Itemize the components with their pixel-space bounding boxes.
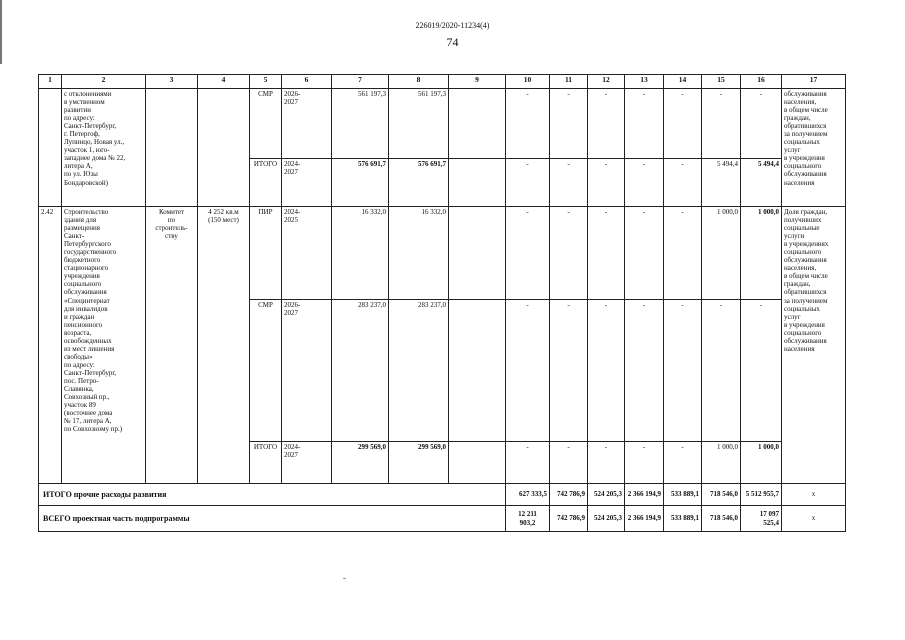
capacity-cell [198,89,250,207]
value-cell: - [702,300,741,442]
object-name: Строительство здания для размещения Санкт- Петербургского государственного бюджетного стационарного учреждения социального обслуживания «Специнтернат для инвалидов и граждан пенсионного возраста, освобожденных из мест лишения свободы» по адресу: Санкт-Петербург, пос. Петро- Славянка, Совхозный пр., участок 89 (восточнее дома № 17, литера А, по Совхозному пр.) [62,207,146,484]
value-cell: 16 332,0 [332,207,389,300]
value-cell [449,442,506,484]
col-number: 17 [782,75,846,89]
total-value: 718 546,0 [702,484,741,506]
value-cell: - [664,207,702,300]
stage-cell: СМР [250,300,282,442]
col-number: 9 [449,75,506,89]
col-number: 2 [62,75,146,89]
value-cell [449,207,506,300]
col-number: 7 [332,75,389,89]
table-row [39,207,846,300]
executor-cell: Комитет по строитель- ству [146,207,198,484]
value-cell: 5 494,4 [702,159,741,207]
indicator-cell: обслуживания населения, в общем числе граждан, обратившихся за получением социальных услуг в учреждения социального обслуживания населения [782,89,846,207]
value-cell: 1 000,0 [741,207,782,300]
value-cell: - [625,207,664,300]
value-cell [449,89,506,159]
total-value: 742 786,9 [550,484,588,506]
value-cell: - [588,89,625,159]
indicator-cell: Доля граждан, получивших социальные услуги в учреждениях социального обслуживания населения, в общем числе граждан, обратившихся за получением социальных услуг в учреждения социального обслуживания населения [782,207,846,484]
col-number: 10 [506,75,550,89]
period-cell: 2024- 2025 [282,207,332,300]
total-value: 524 205,3 [588,484,625,506]
value-cell: 576 691,7 [389,159,449,207]
value-cell: 576 691,7 [332,159,389,207]
col-number: 11 [550,75,588,89]
stage-cell: ИТОГО [250,442,282,484]
document-id: 226019/2020-11234(4) [415,21,490,30]
column-number-row [39,75,846,89]
scan-speck [343,578,346,579]
value-cell: - [550,300,588,442]
value-cell: 1 000,0 [702,442,741,484]
col-number: 14 [664,75,702,89]
value-cell: 283 237,0 [332,300,389,442]
total-value: 718 546,0 [702,506,741,532]
total-row [39,484,846,506]
row-number-cell [39,89,62,207]
value-cell: 1 000,0 [702,207,741,300]
stage-cell: ИТОГО [250,159,282,207]
value-cell: - [506,300,550,442]
value-cell: - [588,159,625,207]
col-number: 8 [389,75,449,89]
stage-cell: ПИР [250,207,282,300]
value-cell: 561 197,3 [332,89,389,159]
value-cell: - [506,207,550,300]
total-value: 533 889,1 [664,506,702,532]
col-number: 4 [198,75,250,89]
program-table [38,74,846,532]
col-number: 3 [146,75,198,89]
value-cell: - [625,442,664,484]
scan-edge-mark [0,0,2,64]
value-cell: - [506,159,550,207]
total-value: 524 205,3 [588,506,625,532]
total-value: 5 512 955,7 [741,484,782,506]
grand-total-row [39,506,846,532]
period-cell: 2024- 2027 [282,442,332,484]
value-cell: - [702,89,741,159]
value-cell: - [550,89,588,159]
period-cell: 2024- 2027 [282,159,332,207]
period-cell: 2026- 2027 [282,300,332,442]
total-value: 533 889,1 [664,484,702,506]
value-cell: - [625,300,664,442]
col-number: 13 [625,75,664,89]
col-number: 16 [741,75,782,89]
value-cell: - [506,442,550,484]
executor-cell [146,89,198,207]
page-number: 74 [446,35,459,49]
period-cell: 2026- 2027 [282,89,332,159]
value-cell: 5 494,4 [741,159,782,207]
total-value: 12 211 903,2 [506,506,550,532]
total-value: 17 097 525,4 [741,506,782,532]
value-cell: - [588,207,625,300]
value-cell: - [664,89,702,159]
col-number: 5 [250,75,282,89]
value-cell: - [588,442,625,484]
value-cell [449,300,506,442]
total-value: 2 366 194,9 [625,506,664,532]
col-number: 1 [39,75,62,89]
value-cell: 299 569,0 [332,442,389,484]
value-cell: - [664,159,702,207]
value-cell: - [550,159,588,207]
col-number: 6 [282,75,332,89]
value-cell: - [625,89,664,159]
value-cell: - [588,300,625,442]
object-name: с отклонениями в умственном развитии по адресу: Санкт-Петербург, г. Петергоф, Лупинцо, Новая ул., участок 1, юго- западнее дома № 22, литера А, по ул. Юзы Бондаровской) [62,89,146,207]
value-cell: - [625,159,664,207]
value-cell: - [664,442,702,484]
value-cell: - [506,89,550,159]
total-value: 742 786,9 [550,506,588,532]
col-number: 12 [588,75,625,89]
value-cell: - [550,442,588,484]
total-label: ИТОГО прочие расходы развития [39,484,506,506]
value-cell: - [741,300,782,442]
value-cell: 561 197,3 [389,89,449,159]
value-cell: 1 000,0 [741,442,782,484]
value-cell: 299 569,0 [389,442,449,484]
total-value: 627 333,5 [506,484,550,506]
capacity-cell: 4 252 кв.м (150 мест) [198,207,250,484]
value-cell: - [664,300,702,442]
value-cell: - [550,207,588,300]
total-value: 2 366 194,9 [625,484,664,506]
value-cell [449,159,506,207]
total-value: x [782,506,846,532]
table-row [39,89,846,159]
value-cell: 283 237,0 [389,300,449,442]
row-number-cell: 2.42 [39,207,62,484]
stage-cell: СМР [250,89,282,159]
total-value: x [782,484,846,506]
grand-total-label: ВСЕГО проектная часть подпрограммы [39,506,506,532]
value-cell: - [741,89,782,159]
value-cell: 16 332,0 [389,207,449,300]
col-number: 15 [702,75,741,89]
